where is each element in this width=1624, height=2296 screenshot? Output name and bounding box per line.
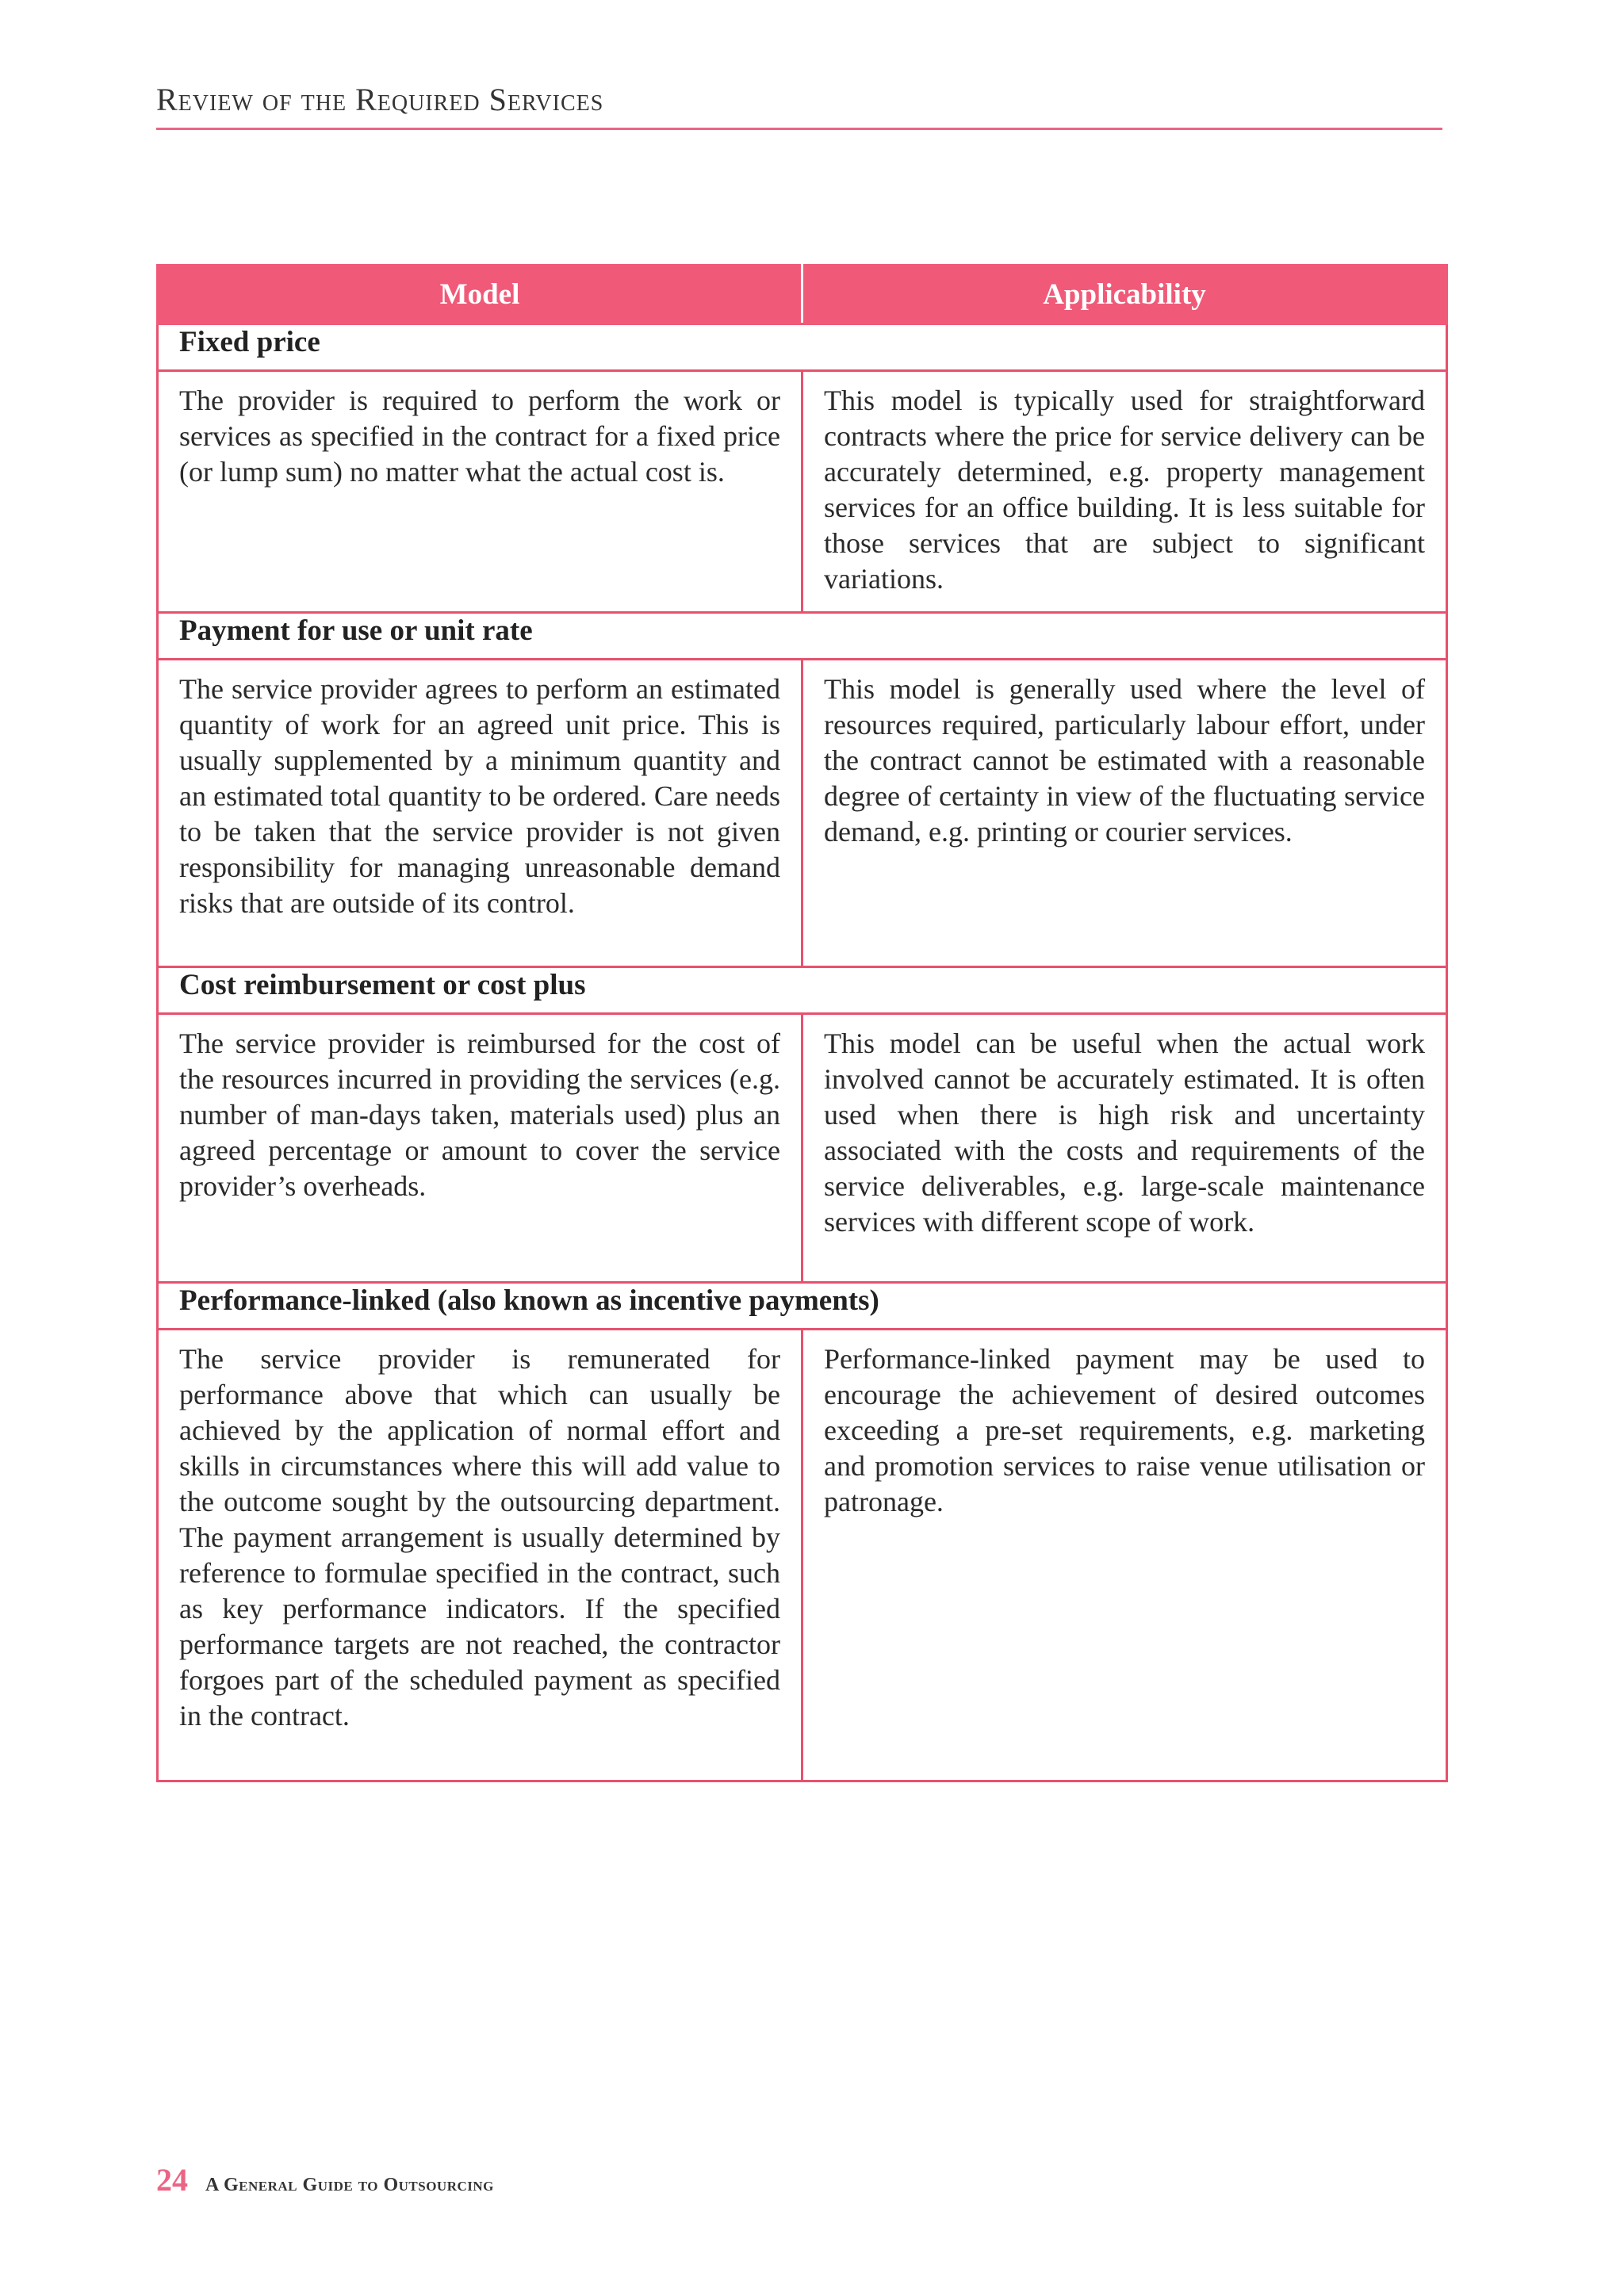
- applicability-description: This model can be useful when the actual work involved cannot be accurately estimated. It is often used when there is high risk and uncertainty associated with the costs and requirements of the service deliverables, e.g. large-scale maintenance services with different scope of work.: [802, 1014, 1447, 1283]
- column-header-model: Model: [158, 266, 802, 324]
- model-description: The provider is required to perform the work or services as specified in the contract for a fixed price (or lump sum) no matter what the actual cost is.: [158, 371, 802, 613]
- section-heading: Payment for use or unit rate: [158, 613, 1447, 660]
- table-row: [158, 371, 1447, 613]
- model-description: The service provider is reimbursed for the cost of the resources incurred in providing the services (e.g. number of man-days taken, materials used) plus an agreed percentage or amount to cover the service provider’s overheads.: [158, 1014, 802, 1283]
- section-row-unit-rate: [158, 613, 1447, 660]
- applicability-description: Performance-linked payment may be used to encourage the achievement of desired outcomes exceeding a pre-set requirements, e.g. marketing and promotion services to raise venue utilisation or patronage.: [802, 1330, 1447, 1781]
- section-row-performance-linked: [158, 1283, 1447, 1330]
- table-row: [158, 1330, 1447, 1781]
- section-row-fixed-price: [158, 324, 1447, 371]
- applicability-description: This model is typically used for straightforward contracts where the price for service delivery can be accurately determined, e.g. property management services for an office building. It is less suitable for those services that are subject to significant variations.: [802, 371, 1447, 613]
- page-number: 24: [156, 2162, 188, 2198]
- column-header-applicability: Applicability: [802, 266, 1447, 324]
- section-heading: Performance-linked (also known as incentive payments): [158, 1283, 1447, 1330]
- page-footer: [156, 2161, 494, 2201]
- section-row-cost-plus: [158, 967, 1447, 1014]
- running-head: [156, 79, 1442, 130]
- section-heading: Fixed price: [158, 324, 1447, 371]
- payment-models-table: [156, 264, 1448, 1782]
- running-head-title: Review of the Required Services: [156, 82, 604, 117]
- section-heading: Cost reimbursement or cost plus: [158, 967, 1447, 1014]
- table-row: [158, 1014, 1447, 1283]
- table-header-row: [158, 266, 1447, 324]
- applicability-description: This model is generally used where the level of resources required, particularly labour effort, under the contract cannot be estimated with a reasonable degree of certainty in view of the fluctuating service demand, e.g. printing or courier services.: [802, 660, 1447, 967]
- model-description: The service provider is remunerated for performance above that which can usually be achieved by the application of normal effort and skills in circumstances where this will add value to the outcome sought by the outsourcing department. The payment arrangement is usually determined by reference to formulae specified in the contract, such as key performance indicators. If the specified performance targets are not reached, the contractor forgoes part of the scheduled payment as specified in the contract.: [158, 1330, 802, 1781]
- table-row: [158, 660, 1447, 967]
- model-description: The service provider agrees to perform an estimated quantity of work for an agreed unit price. This is usually supplemented by a minimum quantity and an estimated total quantity to be ordered. Care needs to be taken that the service provider is not given responsibility for managing unreasonable demand risks that are outside of its control.: [158, 660, 802, 967]
- footer-guide-title: A General Guide to Outsourcing: [205, 2175, 494, 2195]
